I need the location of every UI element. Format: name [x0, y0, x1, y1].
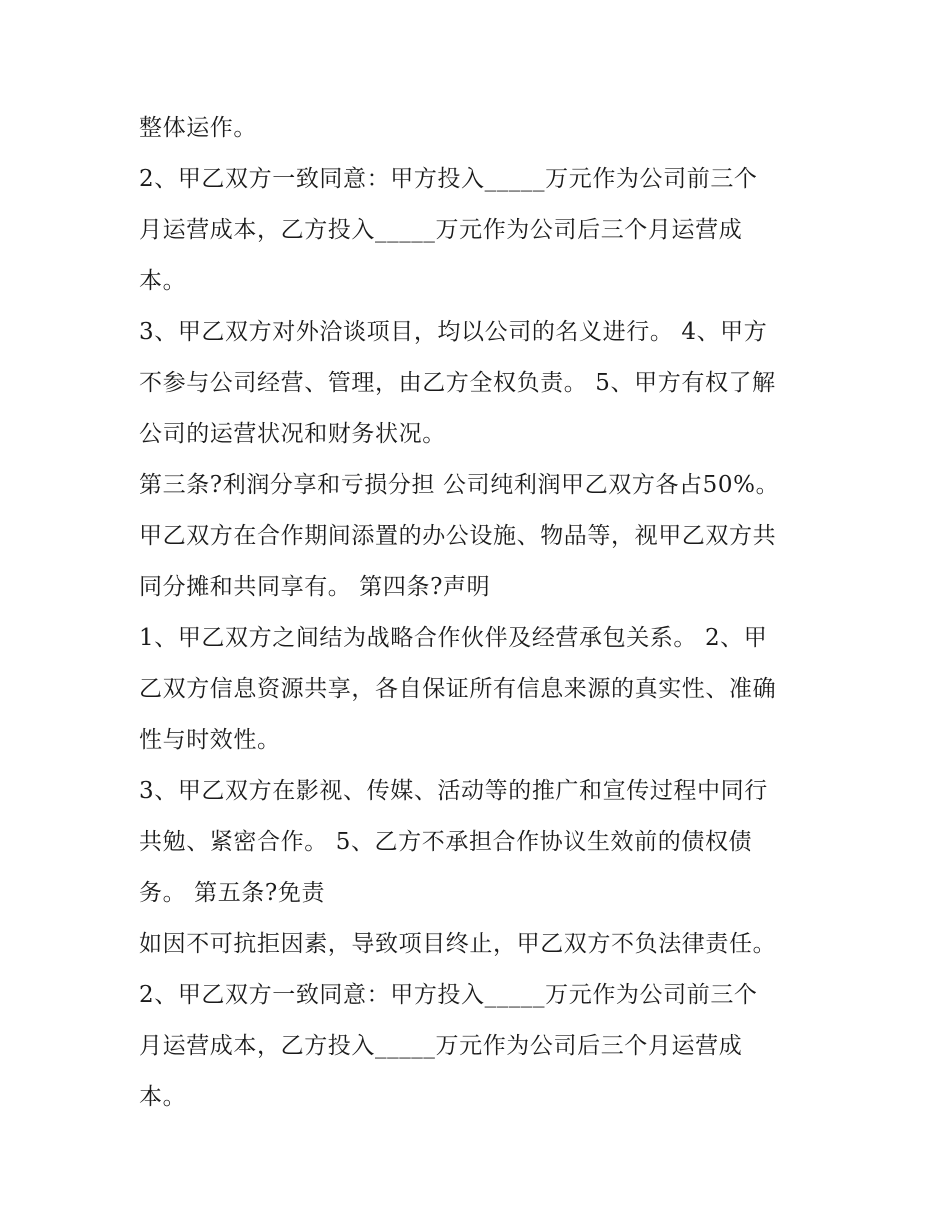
text-line: 第三条?利润分享和亏损分担 公司纯利润甲乙双方各占50%。 — [139, 472, 780, 498]
text-line: 2、甲乙双方一致同意：甲方投入_____万元作为公司前三个 — [139, 166, 758, 192]
text-line: 同分摊和共同享有。 第四条?声明 — [139, 574, 491, 600]
text-line: 如因不可抗拒因素，导致项目终止，甲乙双方不负法律责任。 — [139, 931, 777, 957]
text-line: 性与时效性。 — [139, 727, 281, 753]
text-line: 不参与公司经营、管理，由乙方全权负责。 5、甲方有权了解 — [139, 370, 776, 396]
text-line: 本。 — [139, 268, 187, 294]
text-line: 月运营成本，乙方投入_____万元作为公司后三个月运营成 — [139, 217, 743, 243]
text-line: 月运营成本，乙方投入_____万元作为公司后三个月运营成 — [139, 1033, 743, 1059]
text-line: 整体运作。 — [139, 115, 257, 141]
text-line: 3、甲乙双方对外洽谈项目，均以公司的名义进行。 4、甲方 — [139, 319, 768, 345]
text-line: 甲乙双方在合作期间添置的办公设施、物品等，视甲乙双方共 — [139, 523, 777, 549]
text-line: 1、甲乙双方之间结为战略合作伙伴及经营承包关系。 2、甲 — [139, 625, 768, 651]
text-line: 本。 — [139, 1084, 187, 1110]
text-line: 2、甲乙双方一致同意：甲方投入_____万元作为公司前三个 — [139, 982, 758, 1008]
document-body — [139, 107, 839, 1127]
text-line: 务。 第五条?免责 — [139, 880, 326, 906]
text-line: 3、甲乙双方在影视、传媒、活动等的推广和宣传过程中同行 — [139, 778, 768, 804]
text-line: 乙双方信息资源共享，各自保证所有信息来源的真实性、准确 — [139, 676, 777, 702]
text-line: 共勉、紧密合作。 5、乙方不承担合作协议生效前的债权债 — [139, 829, 753, 855]
text-line: 公司的运营状况和财务状况。 — [139, 421, 446, 447]
